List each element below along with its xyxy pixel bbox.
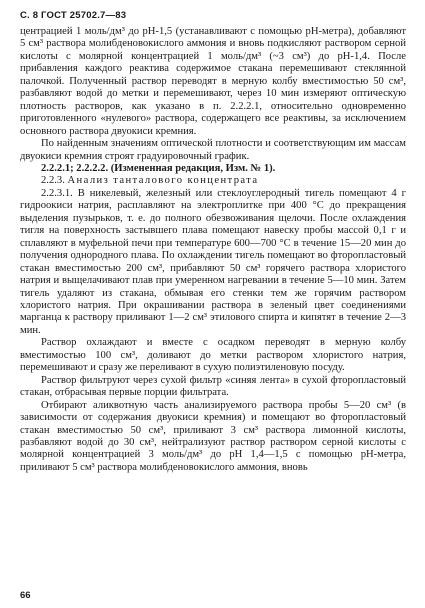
paragraph-calibration-graph: По найденным значениям оптической плотности и соответствующим им массам двуокиси кремния строят градуировочный график. (20, 138, 406, 162)
page-body (20, 26, 406, 474)
page-header: С. 8 ГОСТ 25702.7—83 (20, 10, 127, 21)
paragraph-aliquot: Отбирают аликвотную часть анализируемого раствора пробы 5—20 см³ (в зависимости от содержания двуокиси кремния) и помещают во фторопластовый стакан вместимостью 50 см³, приливают 3 см³ раствора лимонной кислоты, разбавляют водой до 30 см³, нейтрализуют раствор раствором серной кислоты с молярной концентрацией 3 моль/дм³ до pH 1,4—1,5 с помощью рН-метра, приливают 5 см³ раствора молибденовокислого аммония, вновь (20, 399, 406, 473)
section-title: Анализ танталового концентрата (67, 175, 259, 187)
paragraph-2-2-3-1: 2.2.3.1. В никелевый, железный или стеклоуглеродный тигель помещают 4 г гидроокиси натрия, расплавляют на электроплитке при 400 °С до прекращения выделения пузырьков, т. е. до полного обезвоживания щелочи. После охлаждения тигля на поверхность застывшего плава помещают навеску пробы массой 0,1 г и сплавляют в муфельной печи при температуре 600—700 °С в течение 15—20 мин до получения однородного плава. По охлаждении тигель помещают во фторопластовый стакан вместимостью 200 см³, прибавляют 50 см³ горячего раствора хлористого натрия и выщелачивают плав при умеренном нагревании в течение 5—10 мин. Затем тигель удаляют из стакана, обмывая его стенки тем же горячим раствором хлористого натрия. При окрашивании раствора в зеленый цвет соединениями марганца к раствору приливают 1—2 см³ этилового спирта и кипятят в течение 2—3 мин. (20, 187, 406, 336)
paragraph-solution-transfer: Раствор охлаждают и вместе с осадком переводят в мерную колбу вместимостью 100 см³, доливают до метки раствором хлористого натрия, перемешивают и сразу же переливают в сухую полиэтиленовую посуду. (20, 337, 406, 374)
page-number: 66 (20, 590, 31, 601)
section-heading-2-2-3 (20, 175, 406, 187)
paragraph-calibration-procedure: центрацией 1 моль/дм³ до pH-1,5 (устанавливают с помощью рН-метра), добавляют 5 см³ раствора молибденовокислого аммония и вновь подкисляют раствором серной кислоты с молярной концентрацией 1 моль/дм³ (~3 см³) до pH-1,4. После прибавления каждого реактива содержимое стакана перемешивают стеклянной палочкой. Полученный раствор переводят в мерную колбу вместимостью 50 см³, разбавляют водой до метки и перемешивают, через 10 мин измеряют оптическую плотность растворов, как указано в п. 2.2.2.1, относительно одновременно приготовленного «нулевого» раствора, содержащего все реактивы, за исключением основного раствора двуокиси кремния. (20, 26, 406, 137)
paragraph-filtration: Раствор фильтруют через сухой фильтр «синяя лента» в сухой фторопластовый стакан, отбрасывая первые порции фильтрата. (20, 374, 406, 399)
paragraph-amendment-note: 2.2.2.1; 2.2.2.2. (Измененная редакция, Изм. № 1). (41, 162, 276, 174)
section-number: 2.2.3. (41, 175, 65, 187)
